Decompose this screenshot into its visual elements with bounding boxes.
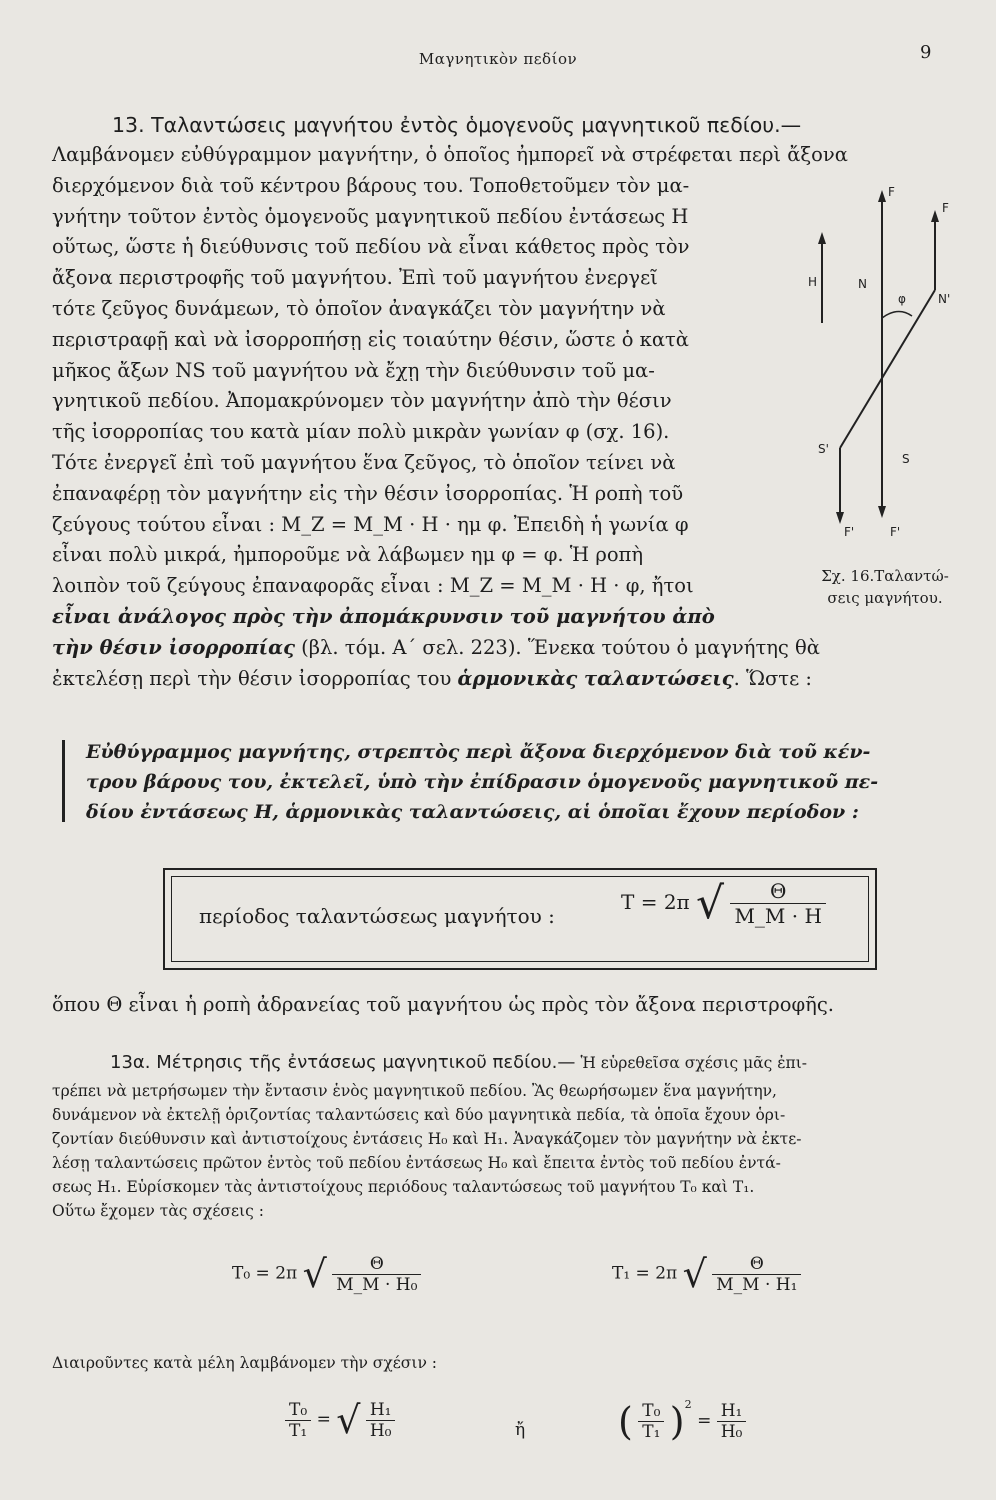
section-13-line-1: Λαμβάνομεν εὐθύγραμμον μαγνήτην, ὁ ὁποῖος ἠμπορεῖ νὰ στρέφεται περὶ ἄξονα	[52, 143, 848, 166]
section-13-line-10: τῆς ἰσορροπίας του κατὰ μίαν πολὺ μικρὰν γωνίαν φ (σχ. 16).	[52, 420, 670, 443]
formula-t0	[232, 1252, 421, 1296]
summary-sidebar-rule	[62, 740, 65, 822]
text-fragment: ἐκτελέσῃ περὶ τὴν θέσιν ἰσορροπίας του	[52, 667, 458, 690]
section-13-line-11: Τότε ἐνεργεῖ ἐπὶ τοῦ μαγνήτου ἕνα ζεῦγος, τὸ ὁποῖον τείνει νὰ	[52, 451, 676, 474]
summary-line-3: δίου ἐντάσεως H, ἁρμονικὰς ταλαντώσεις, αἱ ὁποῖαι ἔχουν περίοδον :	[86, 801, 859, 823]
fraction-denominator: T₁	[289, 1420, 308, 1441]
section-13a-line-1: Ἡ εὑρεθεῖσα σχέσις μᾶς ἐπι-	[580, 1054, 808, 1072]
section-13a-line-7: Οὕτω ἔχομεν τὰς σχέσεις :	[52, 1202, 264, 1220]
section-13-title: 13. Ταλαντώσεις μαγνήτου ἐντὸς ὁμογενοῦς μαγνητικοῦ πεδίου.—	[112, 113, 802, 137]
caption-line-1: Σχ. 16.Ταλαντώ-	[821, 567, 949, 585]
section-13-line-3: γνήτην τοῦτον ἐντὸς ὁμογενοῦς μαγνητικοῦ πεδίου ἐντάσεως H	[52, 205, 689, 228]
bold-fragment: τὴν θέσιν ἰσορροπίας	[52, 636, 295, 659]
fraction-numerator: H₁	[366, 1400, 396, 1421]
section-13a-line-6: σεως H₁. Εὑρίσκομεν τὰς ἀντιστοίχους περιόδους ταλαντώσεως τοῦ μαγνήτου T₀ καὶ T₁.	[52, 1178, 755, 1196]
label-f-top: F	[888, 185, 895, 199]
period-formula	[621, 878, 826, 929]
fraction-denominator: H₀	[369, 1420, 392, 1441]
equals-sign: =	[316, 1409, 331, 1430]
dividing-text: Διαιροῦντες κατὰ μέλη λαμβάνομεν τὴν σχέσιν :	[52, 1354, 438, 1372]
arrow-head-icon	[878, 190, 886, 202]
bold-fragment: ἁρμονικὰς ταλαντώσεις	[457, 667, 734, 690]
fraction-numerator: Θ	[712, 1254, 801, 1275]
section-13a-line-4: ζοντίαν διεύθυνσιν καὶ ἀντιστοίχους ἐντάσεις H₀ καὶ H₁. Ἀναγκάζομεν τὸν μαγνήτην νὰ ἐκτε-	[52, 1130, 802, 1148]
sqrt-icon: √	[696, 878, 725, 929]
sqrt-fraction	[366, 1400, 396, 1441]
arrow-head-icon	[836, 512, 844, 524]
figure-16-caption	[790, 565, 980, 609]
formula-t1-lhs: T₁ = 2π	[612, 1263, 678, 1284]
rhs-fraction	[717, 1401, 747, 1442]
summary-line-2: τρου βάρους του, ἐκτελεῖ, ὑπὸ τὴν ἐπίδρασιν ὁμογενοῦς μαγνητικοῦ πε-	[86, 771, 879, 793]
section-13-line-13: ζεύγους τούτου εἶναι : M_Z = M_M · H · ημ φ. Ἐπειδὴ ἡ γωνία φ	[52, 513, 689, 536]
formula-t0-lhs: T₀ = 2π	[232, 1263, 298, 1284]
period-formula-box	[163, 868, 877, 970]
section-13-line-8: μῆκος ἄξων NS τοῦ μαγνήτου νὰ ἔχῃ τὴν διεύθυνσιν τοῦ μα-	[52, 359, 655, 382]
fraction-numerator: T₀	[638, 1401, 664, 1422]
section-13a-heading-line	[110, 1052, 807, 1076]
fraction-denominator: H₀	[720, 1422, 743, 1442]
page-number: 9	[920, 42, 932, 63]
fraction-numerator: Θ	[730, 879, 825, 904]
section-13-bold-line-1: εἶναι ἀνάλογος πρὸς τὴν ἀπομάκρυνσιν τοῦ μαγνήτου ἀπὸ	[52, 605, 715, 628]
ratio-fraction	[638, 1401, 664, 1442]
section-13-line-12: ἐπαναφέρῃ τὸν μαγνήτην εἰς τὴν θέσιν ἰσορροπίας. Ἡ ροπὴ τοῦ	[52, 482, 684, 505]
section-13-line-6: τότε ζεῦγος δυνάμεων, τὸ ὁποῖον ἀναγκάζει τὸν μαγνήτην νὰ	[52, 297, 666, 320]
ratio-formula-right	[618, 1398, 746, 1444]
caption-line-2: σεις μαγνήτου.	[827, 589, 943, 607]
fraction-numerator: Θ	[332, 1254, 421, 1275]
or-word: ἤ	[515, 1420, 526, 1440]
section-13-line-4: οὕτως, ὥστε ἡ διεύθυνσις τοῦ πεδίου νὰ εἶναι κάθετος πρὸς τὸν	[52, 235, 690, 258]
section-13a-title: 13α. Μέτρησις τῆς ἐντάσεως μαγνητικοῦ πεδίου.—	[110, 1052, 576, 1073]
figure-16-diagram	[790, 178, 990, 558]
left-paren: (	[618, 1399, 633, 1444]
formula-t0-fraction	[332, 1254, 421, 1295]
fraction-denominator: M_M · H	[734, 904, 822, 928]
running-header: Μαγνητικὸν πεδίον	[418, 50, 578, 68]
ratio-fraction	[285, 1400, 311, 1441]
sqrt-icon: √	[682, 1252, 707, 1296]
after-box-text: ὅπου Θ εἶναι ἡ ροπὴ ἀδρανείας τοῦ μαγνήτου ὡς πρὸς τὸν ἄξονα περιστροφῆς.	[52, 993, 834, 1016]
section-13a-line-5: λέσῃ ταλαντώσεις πρῶτον ἐντὸς τοῦ πεδίου ἐντάσεως H₀ καὶ ἔπειτα ἐντὸς τοῦ πεδίου ἐντά-	[52, 1154, 781, 1172]
section-13-line-16	[52, 633, 957, 664]
period-formula-label: περίοδος ταλαντώσεως μαγνήτου :	[199, 904, 555, 928]
fraction-denominator: M_M · H₀	[336, 1274, 418, 1295]
section-13-line-2: διερχόμενον διὰ τοῦ κέντρου βάρους του. Τοποθετοῦμεν τὸν μα-	[52, 174, 690, 197]
exponent: 2	[684, 1398, 692, 1411]
label-s: S	[902, 452, 910, 466]
sqrt-icon: √	[336, 1398, 361, 1442]
formula-t1	[612, 1252, 801, 1296]
label-n-prime: N'	[938, 292, 951, 306]
label-n: N	[858, 277, 867, 291]
label-s-prime: S'	[818, 442, 829, 456]
formula-fraction	[730, 879, 825, 928]
right-paren: )	[669, 1399, 685, 1444]
fraction-numerator: T₀	[285, 1400, 311, 1421]
section-13-line-15: λοιπὸν τοῦ ζεύγους ἐπαναφορᾶς εἶναι : M_Z = M_M · H · φ, ἤτοι	[52, 574, 694, 597]
section-13-line-14: εἶναι πολὺ μικρά, ἠμποροῦμε νὰ λάβωμεν ημ φ = φ. Ἡ ροπὴ	[52, 543, 644, 566]
arrow-head-icon	[931, 210, 939, 222]
text-fragment: . Ὥστε :	[733, 667, 812, 690]
label-phi: φ	[898, 292, 906, 306]
label-h: H	[808, 275, 818, 289]
label-f-bottom-right: F'	[890, 525, 901, 539]
label-f-bottom-left: F'	[844, 525, 855, 539]
formula-t1-fraction	[712, 1254, 801, 1295]
angle-arc	[882, 311, 912, 318]
fraction-numerator: H₁	[717, 1401, 747, 1422]
section-13a-line-3: δυνάμενον νὰ ἐκτελῇ ὁριζοντίας ταλαντώσεις καὶ δύο μαγνητικὰ πεδία, τὰ ὁποῖα ἔχουν ὁρι-	[52, 1106, 786, 1124]
summary-line-1: Εὐθύγραμμος μαγνήτης, στρεπτὸς περὶ ἄξονα διερχόμενον διὰ τοῦ κέν-	[86, 741, 871, 763]
arrow-head-icon	[818, 232, 826, 244]
summary-statement	[86, 737, 956, 827]
equals-sign: =	[697, 1411, 712, 1431]
sqrt-icon: √	[302, 1252, 327, 1296]
ratio-formula-left	[285, 1398, 395, 1442]
section-13-line-9: γνητικοῦ πεδίου. Ἀπομακρύνομεν τὸν μαγνήτην ἀπὸ τὴν θέσιν	[52, 389, 672, 412]
text-fragment: (βλ. τόμ. Α΄ σελ. 223). Ἕνεκα τούτου ὁ μαγνήτης θὰ	[294, 636, 820, 659]
section-13-line-17	[52, 664, 957, 695]
label-f-right: F	[942, 201, 949, 215]
arrow-head-icon	[878, 506, 886, 518]
section-13-line-7: περιστραφῇ καὶ νὰ ἰσορροπήσῃ εἰς τοιαύτην θέσιν, ὥστε ὁ κατὰ	[52, 328, 689, 351]
section-13-line-5: ἄξονα περιστροφῆς τοῦ μαγνήτου. Ἐπὶ τοῦ μαγνήτου ἐνεργεῖ	[52, 266, 658, 289]
fraction-denominator: M_M · H₁	[716, 1274, 798, 1295]
formula-lhs: T = 2π	[621, 890, 690, 914]
section-13a-line-2: τρέπει νὰ μετρήσωμεν τὴν ἔντασιν ἑνὸς μαγνητικοῦ πεδίου. Ἂς θεωρήσωμεν ἕνα μαγνήτην,	[52, 1082, 777, 1100]
fraction-denominator: T₁	[642, 1422, 661, 1442]
